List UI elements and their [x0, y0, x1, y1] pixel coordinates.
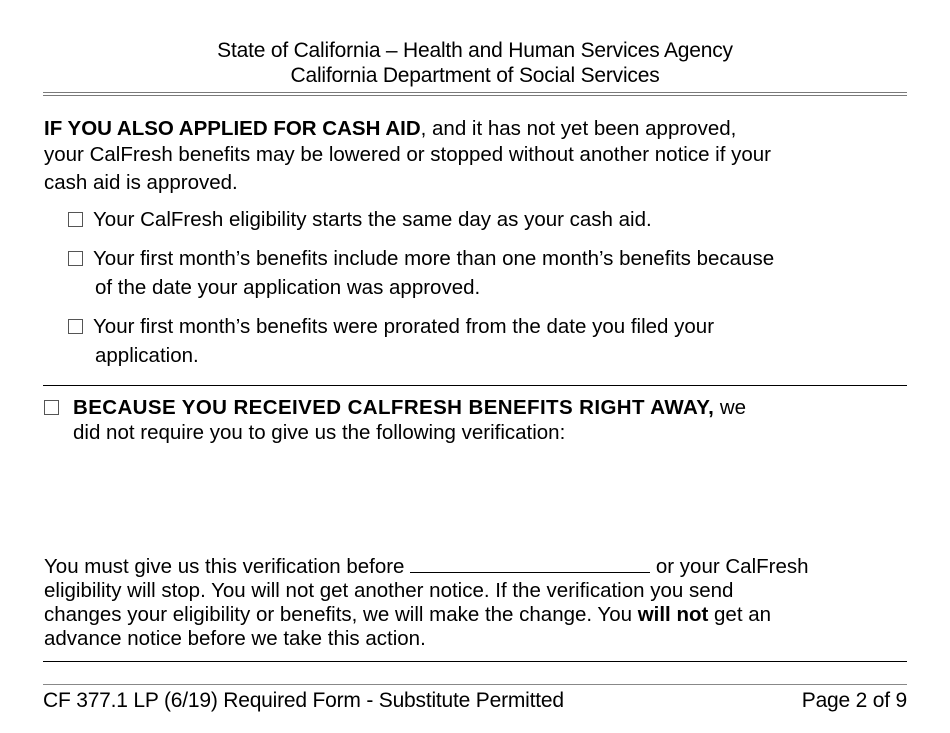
footer [43, 688, 907, 714]
option-more-than-one-month [68, 244, 918, 302]
checkbox[interactable] [68, 251, 83, 266]
deadline-text-3: changes your eligibility or benefits, we will make the change. You [44, 603, 638, 626]
verification-deadline [44, 554, 914, 651]
deadline-text-2: eligibility will stop. You will not get another notice. If the verification you send [44, 579, 734, 602]
section-divider [43, 385, 907, 386]
checkbox[interactable] [68, 212, 83, 227]
option-label-cont: of the date your application was approved. [95, 276, 481, 299]
cash-aid-text-3: cash aid is approved. [44, 171, 238, 194]
department-name: California Department of Social Services [290, 64, 660, 87]
option-same-day [68, 205, 918, 234]
verification-heading: BECAUSE YOU RECEIVED CALFRESH BENEFITS RIGHT AWAY, [73, 396, 715, 419]
option-label-cont: application. [95, 344, 199, 367]
option-prorated [68, 312, 918, 370]
option-label: Your CalFresh eligibility starts the same day as your cash aid. [93, 208, 652, 231]
deadline-text-4: advance notice before we take this action. [44, 627, 426, 650]
cash-aid-section [44, 115, 914, 197]
deadline-text-3b: get an [708, 603, 772, 626]
header-divider [43, 92, 907, 96]
verification-section [44, 395, 914, 445]
cash-aid-text-2: your CalFresh benefits may be lowered or stopped without another notice if your [44, 143, 771, 166]
footer-divider-top [43, 661, 907, 662]
deadline-prefix: You must give us this verification before [44, 555, 411, 578]
agency-name: State of California – Health and Human Services Agency [217, 39, 733, 62]
agency-header [0, 38, 950, 88]
page-number: Page 2 of 9 [801, 689, 907, 712]
verification-text: we [714, 396, 747, 419]
checkbox[interactable] [68, 319, 83, 334]
footer-divider [43, 684, 907, 685]
form-id: CF 377.1 LP (6/19) Required Form - Substitute Permitted [43, 689, 564, 712]
will-not-emphasis: will not [637, 603, 709, 626]
deadline-date-field[interactable] [410, 554, 650, 573]
verification-checkbox[interactable] [44, 400, 59, 415]
option-label: Your first month’s benefits were prorated from the date you filed your [93, 315, 715, 338]
cash-aid-text: , and it has not yet been approved, [420, 117, 737, 140]
cash-aid-heading: IF YOU ALSO APPLIED FOR CASH AID [44, 117, 421, 140]
verification-text-2: did not require you to give us the following verification: [73, 421, 566, 444]
option-label: Your first month’s benefits include more than one month’s benefits because [93, 247, 775, 270]
deadline-suffix: or your CalFresh [650, 555, 809, 578]
